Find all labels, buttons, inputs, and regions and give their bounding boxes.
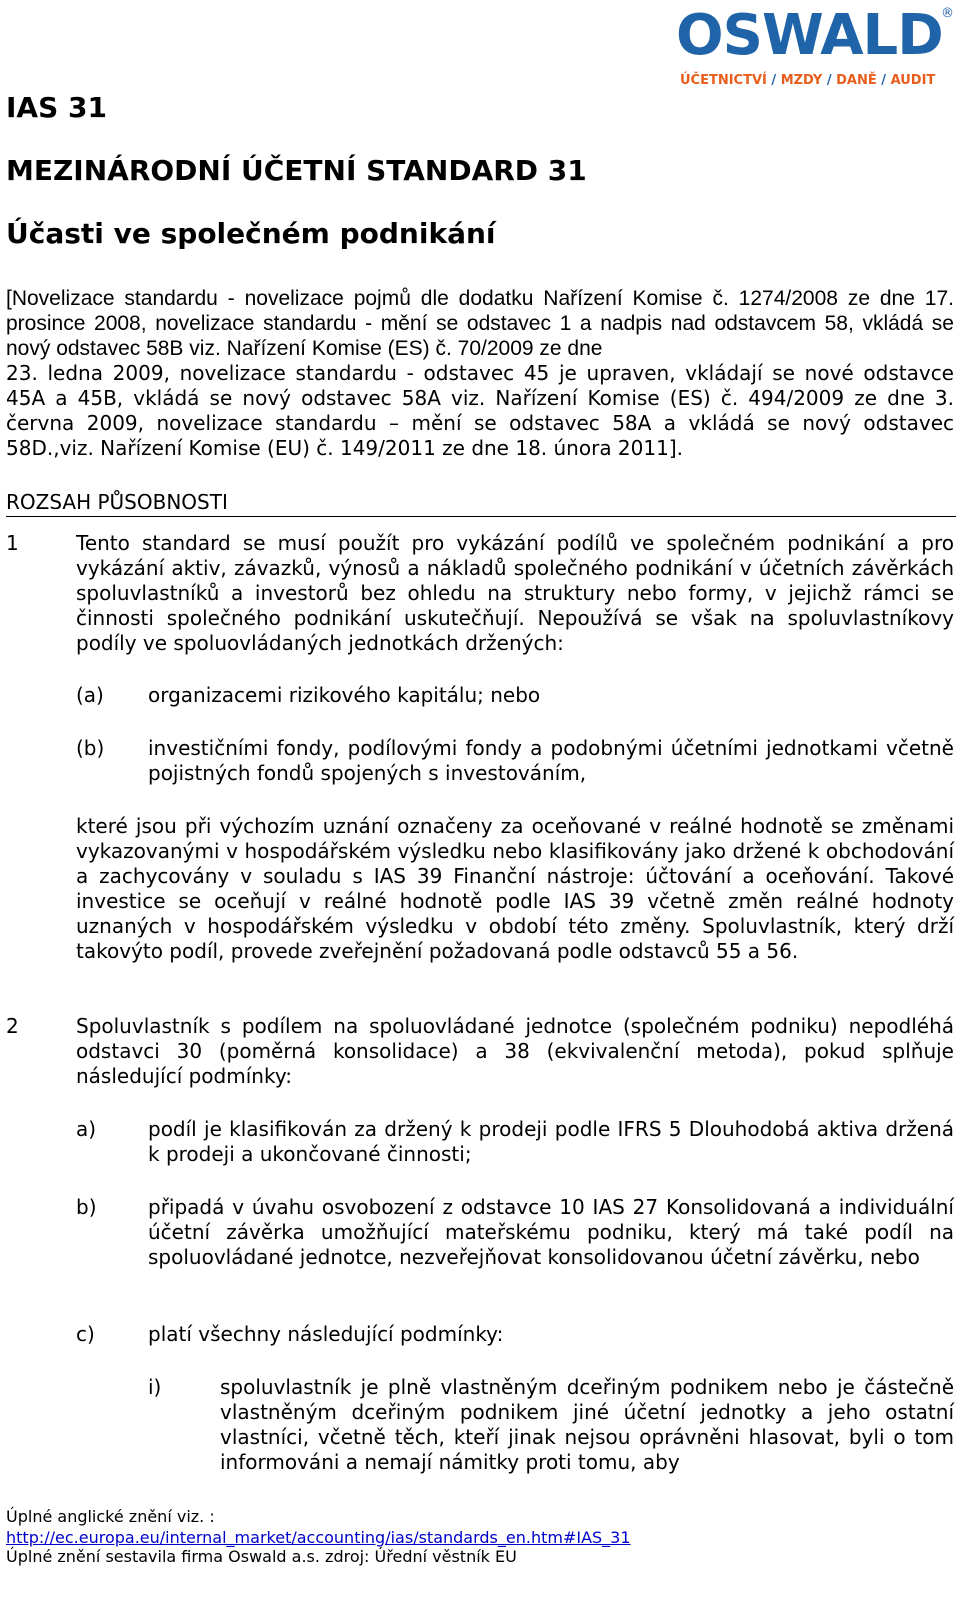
paragraph-number: 2 — [6, 1014, 19, 1038]
footer-source: Úplné znění sestavila firma Oswald a.s. zdroj: Úřední věstník EU — [6, 1547, 517, 1566]
sublist-label: i) — [148, 1375, 162, 1399]
intro-text-b: 23. ledna 2009, novelizace standardu - odstavec 45 je upraven, vkládají se nové odstavce 45A a 45B, vkládá se nový odstavec 58A viz. Nařízení Komise (ES) č. 494/2009 ze dne 3. června 2009, novelizace standardu – mění se odstavec 58A a vkládá se nový odstavec 58D.,viz. Nařízení Komise (EU) č. 149/2011 ze dne 18. února 2011]. — [6, 361, 954, 460]
list-item-text: investičními fondy, podílovými fondy a podobnými účetními jednotkami včetně pojistných fondů spojených s investováním, — [148, 736, 954, 785]
paragraph-number: 1 — [6, 531, 19, 555]
list-label: (a) — [76, 683, 104, 707]
list-label: (b) — [76, 736, 105, 760]
footer-link[interactable]: http://ec.europa.eu/internal_market/accounting/ias/standards_en.htm#IAS_31 — [6, 1528, 631, 1547]
doc-subtitle: Účasti ve společném podnikání — [6, 217, 496, 250]
list-item-text: platí všechny následující podmínky: — [148, 1322, 504, 1346]
section-heading: ROZSAH PŮSOBNOSTI — [6, 490, 956, 517]
footer-link-row — [6, 1528, 631, 1547]
doc-code: IAS 31 — [6, 91, 107, 124]
logo-wordmark: OSWALD — [676, 3, 943, 68]
sublist-item-text: spoluvlastník je plně vlastněným dceřiným podnikem nebo je částečně vlastněným dceřiným podnikem jiné účetní jednotky a jeho ostatní vlastníci, včetně těch, kteří jinak nejsou oprávněni hlasovat, byli o tom informováni a nemají námitky proti tomu, aby — [220, 1375, 954, 1474]
footer-line: Úplné anglické znění viz. : — [6, 1507, 215, 1526]
intro-text-a: [Novelizace standardu - novelizace pojmů dle dodatku Nařízení Komise č. 1274/2008 ze dne 17. prosince 2008, novelizace standardu - mění se odstavec 1 a nadpis nad odstavcem 58, vkládá se nový odstavec 58B viz. Nařízení Komise (ES) č. 70/2009 ze dne — [6, 287, 954, 360]
list-label: a) — [76, 1117, 97, 1141]
oswald-logo — [676, 4, 958, 92]
logo-tagline: ÚČETNICTVÍ / MZDY / DANĚ / AUDIT — [680, 73, 936, 88]
registered-mark: ® — [941, 6, 954, 21]
doc-title: MEZINÁRODNÍ ÚČETNÍ STANDARD 31 — [6, 154, 587, 187]
paragraph-text: které jsou při výchozím uznání označeny za oceňované v reálné hodnotě se změnami vykazovanými v hospodářském výsledku nebo klasifikovány jako držené k obchodování a zachycovány v souladu s IAS 39 Finanční nástroje: účtování a oceňování. Takové investice se oceňují v reálné hodnotě podle IAS 39 včetně změn reálné hodnoty uznaných v hospodářském výsledku v období této změny. Spoluvlastník, který drží takovýto podíl, provede zveřejnění požadovaná podle odstavců 55 a 56. — [76, 814, 954, 963]
list-item-text: připadá v úvahu osvobození z odstavce 10 IAS 27 Konsolidovaná a individuální účetní závěrka umožňující mateřskému podniku, který má také podíl na spoluovládané jednotce, nezveřejňovat konsolidovanou účetní závěrku, nebo — [148, 1195, 954, 1269]
list-label: b) — [76, 1195, 97, 1219]
list-item-text: organizacemi rizikového kapitálu; nebo — [148, 683, 541, 707]
paragraph-text: Tento standard se musí použít pro vykázání podílů ve společném podnikání a pro vykázání aktiv, závazků, výnosů a nákladů společného podnikání v účetních závěrkách spoluvlastníků a investorů bez ohledu na struktury nebo formy, v jejichž rámci se činnosti společného podnikání uskutečňují. Nepoužívá se však na spoluvlastníkovy podíly ve spoluovládaných jednotkách držených: — [76, 531, 954, 655]
list-item-text: podíl je klasifikován za držený k prodeji podle IFRS 5 Dlouhodobá aktiva držená k prodeji a ukončované činnosti; — [148, 1117, 954, 1166]
paragraph-text: Spoluvlastník s podílem na spoluovládané jednotce (společném podniku) nepodléhá odstavci 30 (poměrná konsolidace) a 38 (ekvivalenční metoda), pokud splňuje následující podmínky: — [76, 1014, 954, 1088]
list-label: c) — [76, 1322, 95, 1346]
